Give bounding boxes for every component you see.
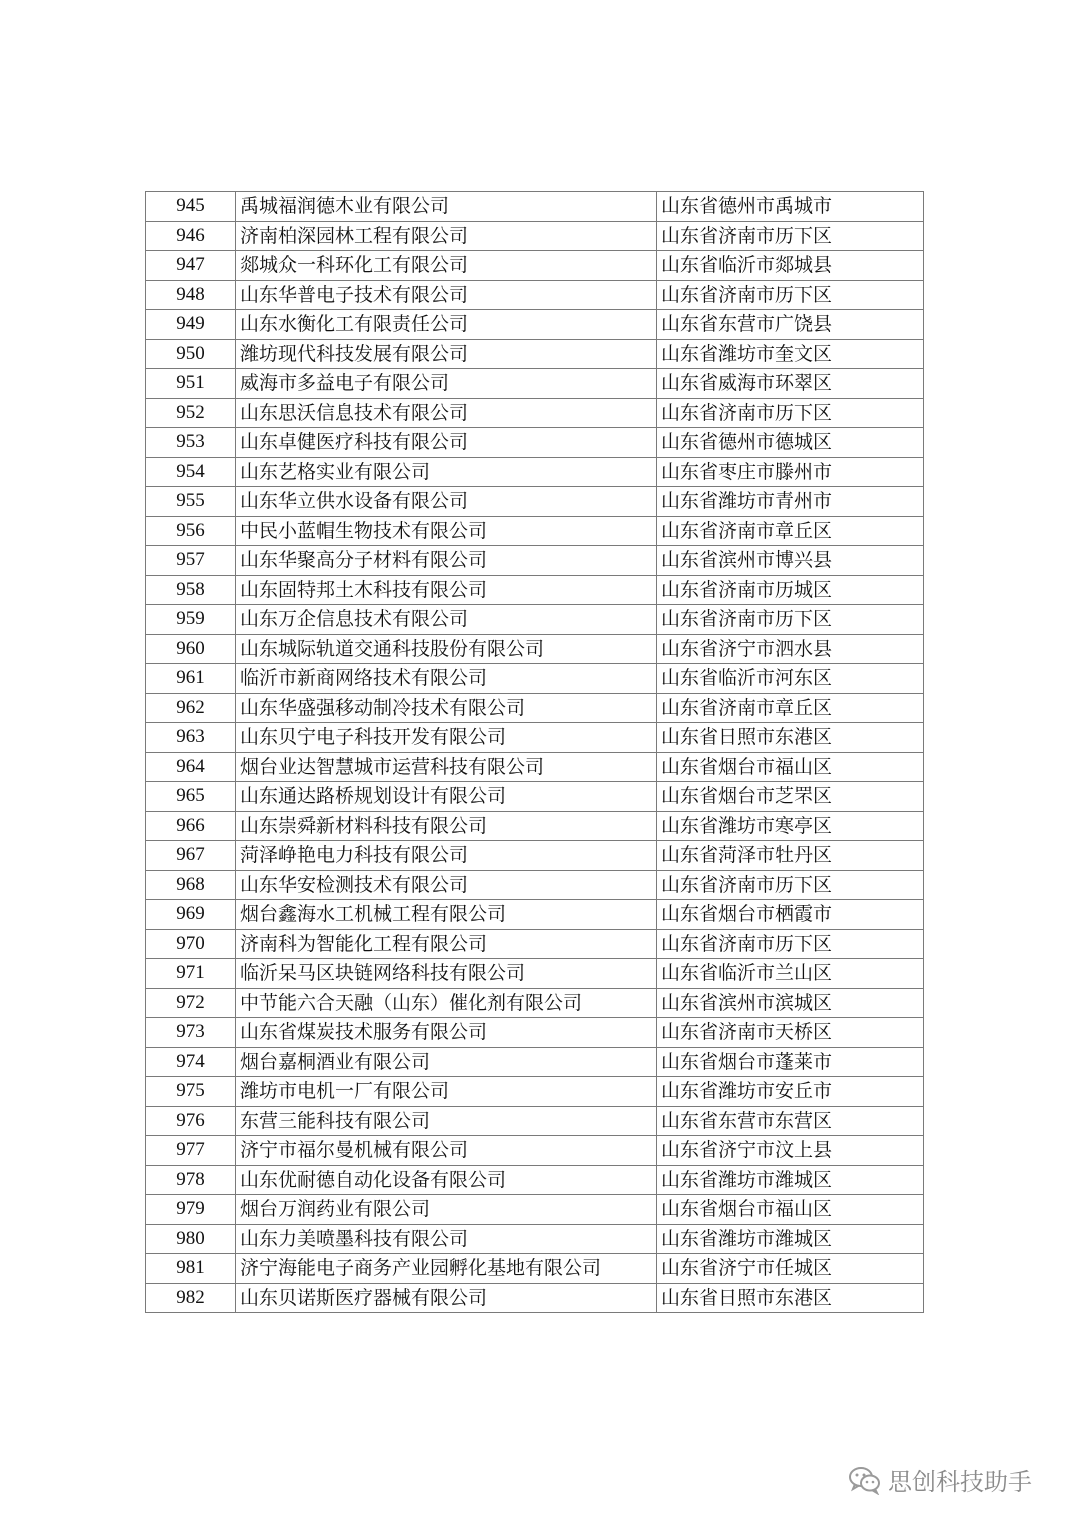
table-row [146, 841, 924, 871]
company-location: 山东省济南市历下区 [657, 870, 924, 900]
row-number: 968 [146, 870, 236, 900]
row-number: 969 [146, 900, 236, 930]
row-number: 951 [146, 369, 236, 399]
table-row [146, 929, 924, 959]
company-name: 山东省煤炭技术服务有限公司 [236, 1018, 657, 1048]
company-location: 山东省滨州市博兴县 [657, 546, 924, 576]
company-location: 山东省济南市天桥区 [657, 1018, 924, 1048]
company-name: 山东力美喷墨科技有限公司 [236, 1224, 657, 1254]
company-location: 山东省潍坊市安丘市 [657, 1077, 924, 1107]
watermark [848, 1462, 1032, 1497]
company-name: 山东华聚高分子材料有限公司 [236, 546, 657, 576]
company-location: 山东省济宁市任城区 [657, 1254, 924, 1284]
company-location: 山东省东营市东营区 [657, 1106, 924, 1136]
row-number: 975 [146, 1077, 236, 1107]
company-location: 山东省东营市广饶县 [657, 310, 924, 340]
row-number: 947 [146, 251, 236, 281]
company-location: 山东省济南市章丘区 [657, 516, 924, 546]
company-location: 山东省菏泽市牡丹区 [657, 841, 924, 871]
row-number: 961 [146, 664, 236, 694]
company-location: 山东省滨州市滨城区 [657, 988, 924, 1018]
row-number: 980 [146, 1224, 236, 1254]
row-number: 964 [146, 752, 236, 782]
table-row [146, 457, 924, 487]
row-number: 949 [146, 310, 236, 340]
row-number: 974 [146, 1047, 236, 1077]
company-location: 山东省潍坊市潍城区 [657, 1224, 924, 1254]
company-location: 山东省烟台市福山区 [657, 752, 924, 782]
table-row [146, 693, 924, 723]
table-row [146, 1106, 924, 1136]
row-number: 950 [146, 339, 236, 369]
company-name: 山东华安检测技术有限公司 [236, 870, 657, 900]
company-name: 山东通达路桥规划设计有限公司 [236, 782, 657, 812]
row-number: 960 [146, 634, 236, 664]
company-location: 山东省日照市东港区 [657, 723, 924, 753]
company-location: 山东省潍坊市青州市 [657, 487, 924, 517]
company-name: 山东城际轨道交通科技股份有限公司 [236, 634, 657, 664]
company-name: 山东华普电子技术有限公司 [236, 280, 657, 310]
row-number: 963 [146, 723, 236, 753]
company-name: 山东崇舜新材料科技有限公司 [236, 811, 657, 841]
row-number: 976 [146, 1106, 236, 1136]
company-location: 山东省烟台市栖霞市 [657, 900, 924, 930]
company-name: 山东卓健医疗科技有限公司 [236, 428, 657, 458]
row-number: 973 [146, 1018, 236, 1048]
table-row [146, 575, 924, 605]
row-number: 979 [146, 1195, 236, 1225]
table-row [146, 221, 924, 251]
company-name: 中节能六合天融（山东）催化剂有限公司 [236, 988, 657, 1018]
row-number: 959 [146, 605, 236, 635]
company-name: 山东艺格实业有限公司 [236, 457, 657, 487]
table-row [146, 870, 924, 900]
company-location: 山东省潍坊市潍城区 [657, 1165, 924, 1195]
company-location: 山东省德州市德城区 [657, 428, 924, 458]
table-row [146, 811, 924, 841]
row-number: 967 [146, 841, 236, 871]
table-row [146, 1283, 924, 1313]
table-row [146, 369, 924, 399]
table-row [146, 251, 924, 281]
table-row [146, 782, 924, 812]
table-row [146, 959, 924, 989]
table-row [146, 1136, 924, 1166]
company-name: 威海市多益电子有限公司 [236, 369, 657, 399]
company-name: 烟台嘉桐酒业有限公司 [236, 1047, 657, 1077]
company-name: 济宁海能电子商务产业园孵化基地有限公司 [236, 1254, 657, 1284]
row-number: 982 [146, 1283, 236, 1313]
table-row [146, 516, 924, 546]
company-location: 山东省济宁市泗水县 [657, 634, 924, 664]
table-row [146, 1254, 924, 1284]
row-number: 946 [146, 221, 236, 251]
company-name: 烟台鑫海水工机械工程有限公司 [236, 900, 657, 930]
company-name: 山东优耐德自动化设备有限公司 [236, 1165, 657, 1195]
row-number: 958 [146, 575, 236, 605]
table-row [146, 428, 924, 458]
table-row [146, 192, 924, 222]
company-name: 临沂市新商网络技术有限公司 [236, 664, 657, 694]
table-row [146, 1195, 924, 1225]
row-number: 952 [146, 398, 236, 428]
company-location: 山东省济南市历下区 [657, 280, 924, 310]
row-number: 956 [146, 516, 236, 546]
table-row [146, 546, 924, 576]
company-name: 山东万企信息技术有限公司 [236, 605, 657, 635]
table-row [146, 1018, 924, 1048]
table-row [146, 664, 924, 694]
table-row [146, 280, 924, 310]
company-name: 烟台万润药业有限公司 [236, 1195, 657, 1225]
row-number: 962 [146, 693, 236, 723]
company-name: 东营三能科技有限公司 [236, 1106, 657, 1136]
table-row [146, 487, 924, 517]
company-name: 山东思沃信息技术有限公司 [236, 398, 657, 428]
company-location: 山东省济南市历城区 [657, 575, 924, 605]
row-number: 955 [146, 487, 236, 517]
row-number: 971 [146, 959, 236, 989]
company-name: 烟台业达智慧城市运营科技有限公司 [236, 752, 657, 782]
row-number: 977 [146, 1136, 236, 1166]
company-table [145, 191, 924, 1313]
table-row [146, 605, 924, 635]
row-number: 954 [146, 457, 236, 487]
table-body [146, 192, 924, 1313]
company-location: 山东省潍坊市奎文区 [657, 339, 924, 369]
company-name: 济宁市福尔曼机械有限公司 [236, 1136, 657, 1166]
company-location: 山东省德州市禹城市 [657, 192, 924, 222]
table-row [146, 1077, 924, 1107]
table-row [146, 310, 924, 340]
company-name: 禹城福润德木业有限公司 [236, 192, 657, 222]
company-location: 山东省烟台市蓬莱市 [657, 1047, 924, 1077]
row-number: 978 [146, 1165, 236, 1195]
company-location: 山东省枣庄市滕州市 [657, 457, 924, 487]
table-row [146, 1047, 924, 1077]
company-location: 山东省烟台市福山区 [657, 1195, 924, 1225]
company-location: 山东省济南市历下区 [657, 221, 924, 251]
row-number: 945 [146, 192, 236, 222]
company-name: 山东水衡化工有限责任公司 [236, 310, 657, 340]
company-name: 山东华盛强移动制冷技术有限公司 [236, 693, 657, 723]
table-row [146, 723, 924, 753]
wechat-icon [848, 1465, 882, 1495]
table-row [146, 1165, 924, 1195]
company-location: 山东省临沂市兰山区 [657, 959, 924, 989]
company-location: 山东省济南市历下区 [657, 398, 924, 428]
row-number: 966 [146, 811, 236, 841]
row-number: 957 [146, 546, 236, 576]
table-row [146, 752, 924, 782]
company-name: 济南柏深园林工程有限公司 [236, 221, 657, 251]
company-name: 菏泽峥艳电力科技有限公司 [236, 841, 657, 871]
company-name: 山东华立供水设备有限公司 [236, 487, 657, 517]
row-number: 965 [146, 782, 236, 812]
table-row [146, 900, 924, 930]
row-number: 981 [146, 1254, 236, 1284]
company-name: 山东固特邦土木科技有限公司 [236, 575, 657, 605]
company-location: 山东省临沂市郯城县 [657, 251, 924, 281]
company-name: 潍坊现代科技发展有限公司 [236, 339, 657, 369]
row-number: 948 [146, 280, 236, 310]
company-name: 临沂呆马区块链网络科技有限公司 [236, 959, 657, 989]
company-name: 山东贝宁电子科技开发有限公司 [236, 723, 657, 753]
row-number: 970 [146, 929, 236, 959]
company-location: 山东省济宁市汶上县 [657, 1136, 924, 1166]
row-number: 972 [146, 988, 236, 1018]
company-name: 潍坊市电机一厂有限公司 [236, 1077, 657, 1107]
row-number: 953 [146, 428, 236, 458]
company-name: 郯城众一科环化工有限公司 [236, 251, 657, 281]
company-name: 山东贝诺斯医疗器械有限公司 [236, 1283, 657, 1313]
company-name: 中民小蓝帽生物技术有限公司 [236, 516, 657, 546]
table-row [146, 398, 924, 428]
table-row [146, 339, 924, 369]
watermark-text: 思创科技助手 [888, 1468, 1032, 1496]
company-location: 山东省潍坊市寒亭区 [657, 811, 924, 841]
company-location: 山东省济南市历下区 [657, 929, 924, 959]
company-name: 济南科为智能化工程有限公司 [236, 929, 657, 959]
company-location: 山东省日照市东港区 [657, 1283, 924, 1313]
company-location: 山东省济南市章丘区 [657, 693, 924, 723]
table-row [146, 988, 924, 1018]
table-row [146, 1224, 924, 1254]
table-row [146, 634, 924, 664]
company-location: 山东省烟台市芝罘区 [657, 782, 924, 812]
company-location: 山东省济南市历下区 [657, 605, 924, 635]
company-location: 山东省临沂市河东区 [657, 664, 924, 694]
company-location: 山东省威海市环翠区 [657, 369, 924, 399]
